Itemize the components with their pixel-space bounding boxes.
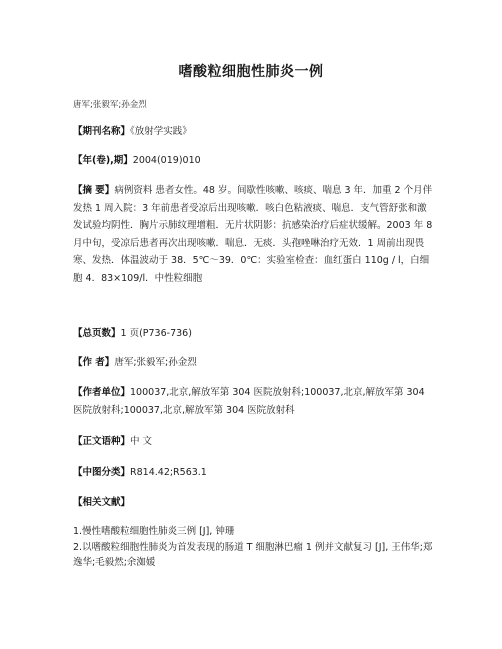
- journal-label: 【期刊名称】: [73, 126, 131, 137]
- language-field: [73, 433, 433, 451]
- clc-field: [73, 464, 433, 482]
- related-heading: [73, 494, 433, 512]
- clc-value: R814.42;R563.1: [130, 467, 207, 478]
- year-issue-field: [73, 152, 433, 170]
- author-label: 【作 者】: [73, 357, 115, 368]
- year-issue-value: 2004(019)010: [132, 155, 201, 166]
- author-field: [73, 354, 433, 372]
- affiliation-label: 【作者单位】: [73, 387, 131, 398]
- pages-label: 【总页数】: [73, 328, 121, 339]
- related-list: [73, 524, 433, 571]
- author-value: 唐军;张毅军;孙金烈: [114, 357, 197, 368]
- list-item[interactable]: 2.以嗜酸粒细胞性肺炎为首发表现的肠道 T 细胞淋巴瘤 1 例并文献复习 [J], 王伟华;郑逸华;毛毅然;余洳媛: [73, 541, 433, 568]
- year-issue-label: 【年(卷),期】: [73, 155, 133, 166]
- pages-value: 1 页(P736-736): [120, 328, 192, 339]
- affiliation-field: [73, 384, 433, 419]
- journal-field: [73, 123, 433, 141]
- document-title: 嗜酸粒细胞性肺炎一例: [178, 64, 324, 80]
- authors-line: 唐军;张毅军;孙金烈: [73, 100, 147, 110]
- pages-field: [73, 325, 433, 343]
- language-label: 【正文语种】: [73, 436, 131, 447]
- abstract-field: [73, 182, 433, 287]
- journal-value: 《放射学实践》: [130, 126, 192, 137]
- language-value: 中 文: [130, 436, 153, 447]
- abstract-label: 【摘 要】: [73, 185, 115, 196]
- list-item[interactable]: 1.慢性嗜酸粒细胞性肺炎三例 [J], 钟珊: [73, 526, 235, 537]
- clc-label: 【中图分类】: [73, 467, 131, 478]
- affiliation-value: 100037,北京,解放军第 304 医院放射科;100037,北京,解放军第 304 医院放射科;100037,北京,解放军第 304 医院放射科: [73, 387, 425, 416]
- related-label: 【相关文献】: [73, 497, 131, 508]
- abstract-value: 病例资料 患者女性。48 岁。间歇性咳嗽、咳痰、喘息 3 年．加重 2 个月伴发热 1 周入院：3 年前患者受凉后出现咳嗽．咳白色粘液痰、喘息．支气管舒张和激发试验均阴性．胸片示肺纹理增粗．无片状阴影：抗感染治疗后症状缓解。2003 年 8 月中旬，受凉后患者再次出现咳嗽．喘息．无痰．头孢唑啉治疗无效．1 周前出现畏寒、发热．体温波动于 38．5℃～39．0℃：实验室检查：血红蛋白 110g / l，白细胞 4．83×109/l．中性粒细胞: [73, 185, 433, 284]
